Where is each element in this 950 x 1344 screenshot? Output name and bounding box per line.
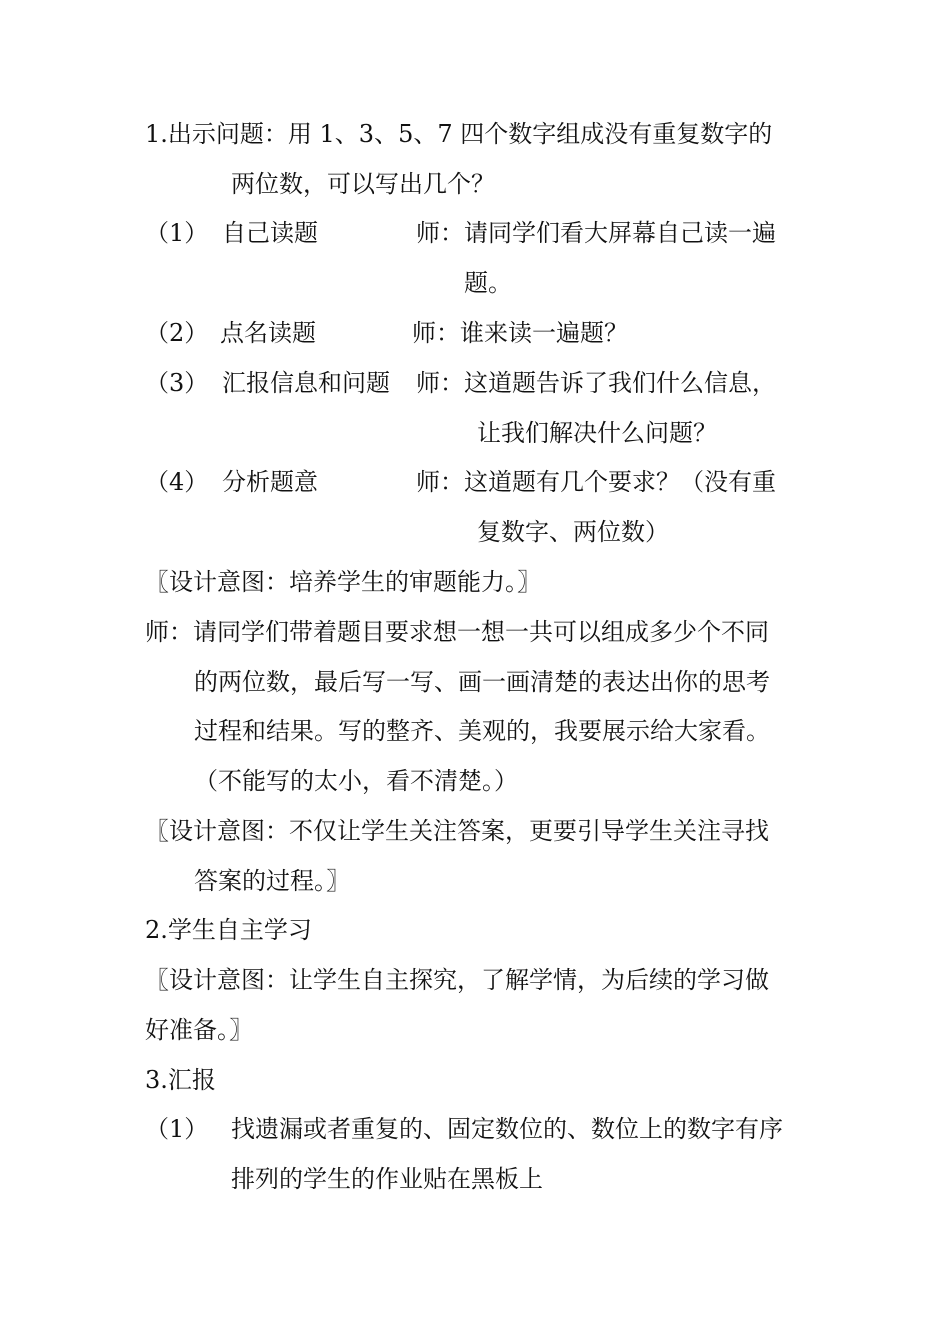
paragraph-line: 让我们解决什么问题？: [477, 419, 717, 447]
design-intent-note: 〖设计意图：不仅让学生关注答案，更要引导学生关注寻找: [145, 817, 769, 845]
list-label: 自己读题: [222, 219, 318, 247]
paragraph-line: 复数字、两位数）: [477, 518, 669, 546]
paragraph-line: 师：请同学们带着题目要求想一想一共可以组成多少个不同: [145, 618, 769, 646]
list-label: 分析题意: [222, 468, 318, 496]
design-intent-note: 〖设计意图：让学生自主探究，了解学情，为后续的学习做: [145, 966, 769, 994]
paragraph-line: 过程和结果。写的整齐、美观的，我要展示给大家看。: [194, 717, 770, 745]
paragraph-line: 答案的过程。〗: [194, 867, 350, 895]
paragraph-line: （不能写的太小，看不清楚。）: [194, 767, 518, 795]
list-number: （4）: [145, 468, 209, 496]
list-label: 汇报信息和问题: [222, 369, 390, 397]
paragraph-line: 两位数，可以写出几个？: [231, 170, 495, 198]
section-heading: 2.学生自主学习: [145, 916, 312, 944]
list-text: 师：这道题有几个要求？（没有重: [416, 468, 776, 496]
list-number: （1）: [145, 219, 209, 247]
list-label: 点名读题: [220, 319, 316, 347]
list-text: 师：谁来读一遍题？: [412, 319, 628, 347]
section-heading: 3.汇报: [145, 1066, 216, 1094]
paragraph-line: 排列的学生的作业贴在黑板上: [231, 1165, 543, 1193]
paragraph-line: 题。: [464, 269, 512, 297]
paragraph-line: 1.出示问题：用 1、3、5、7 四个数字组成没有重复数字的: [145, 120, 773, 148]
list-number: （3）: [145, 369, 209, 397]
list-text: 师：请同学们看大屏幕自己读一遍: [416, 219, 776, 247]
list-number: （2）: [145, 319, 209, 347]
design-intent-note: 〖设计意图：培养学生的审题能力。〗: [145, 568, 541, 596]
list-number: （1）: [145, 1115, 209, 1143]
paragraph-line: 好准备。〗: [145, 1016, 253, 1044]
paragraph-line: 的两位数，最后写一写、画一画清楚的表达出你的思考: [194, 668, 770, 696]
list-text: 找遗漏或者重复的、固定数位的、数位上的数字有序: [231, 1115, 783, 1143]
list-text: 师：这道题告诉了我们什么信息，: [416, 369, 776, 397]
